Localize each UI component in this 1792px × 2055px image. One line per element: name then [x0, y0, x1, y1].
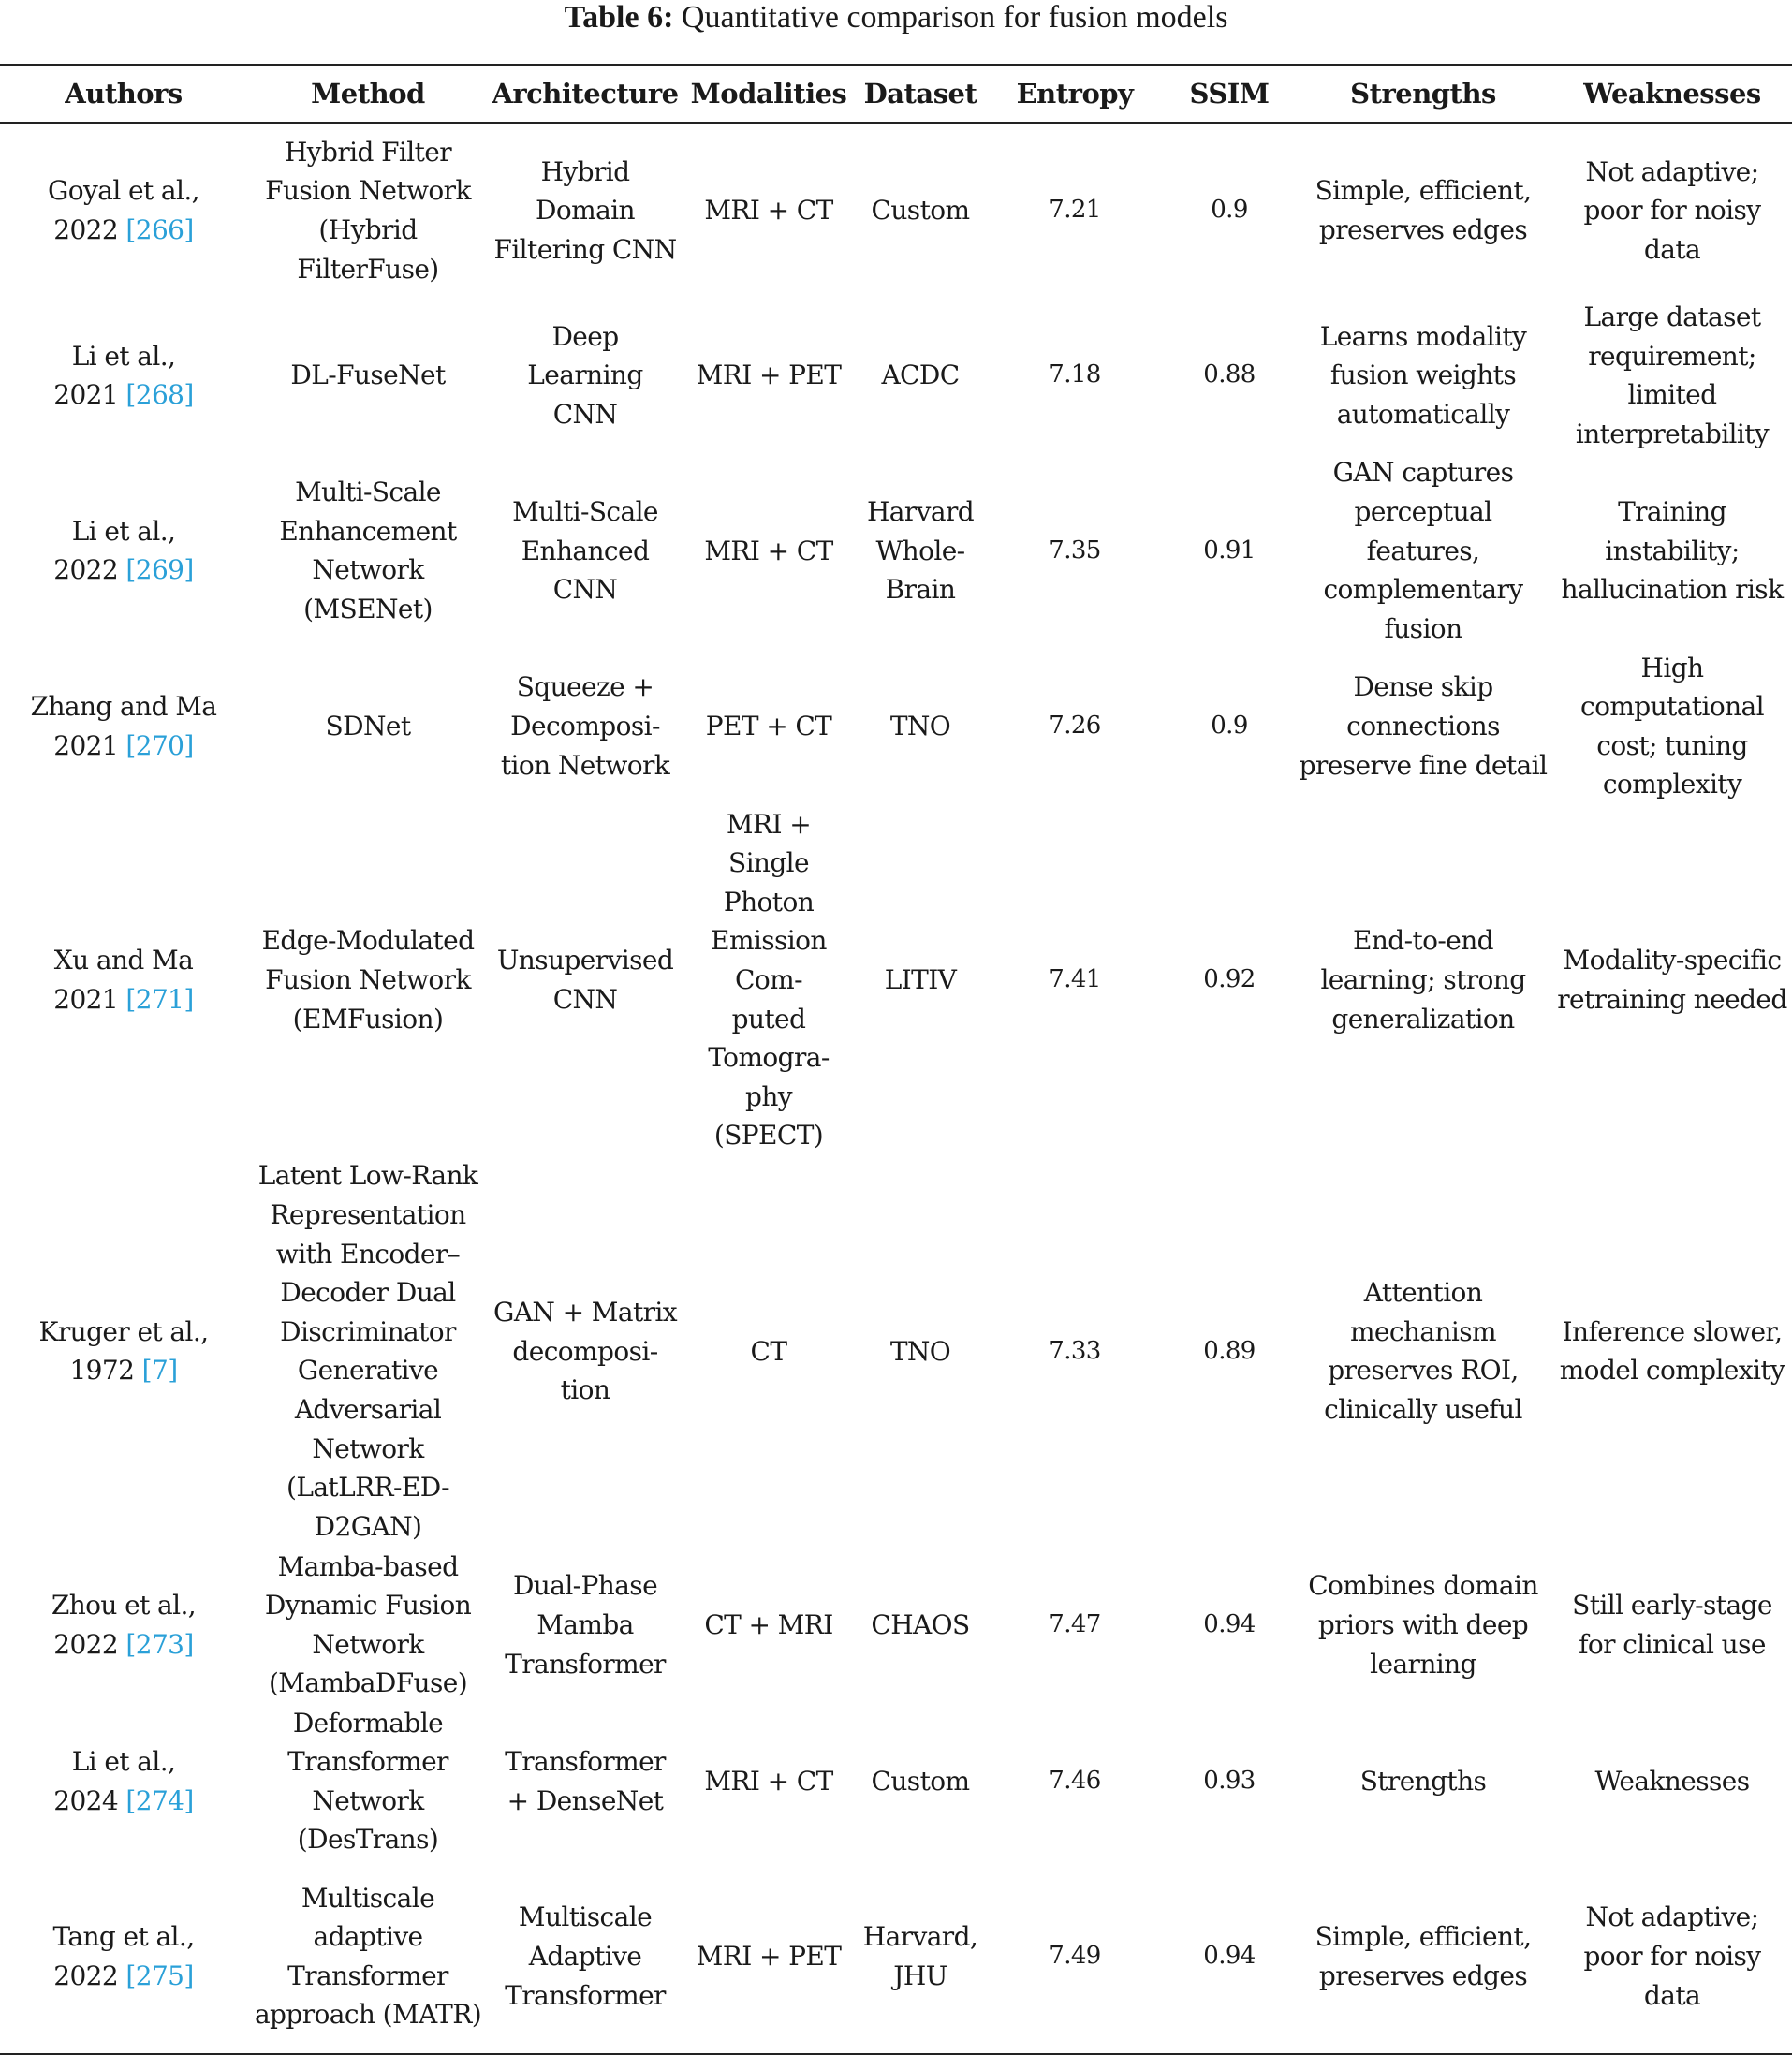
cell-weaknesses: Inference slower, model complexity	[1559, 1315, 1785, 1387]
citation-link[interactable]: [273]	[125, 1628, 194, 1660]
cell-architecture: Multi-Scale Enhanced CNN	[512, 495, 658, 606]
cell-weaknesses: Large dataset requirement; limited interpretability	[1575, 301, 1770, 449]
cell-strengths: Learns modality fusion weights automatically	[1319, 320, 1527, 430]
author-name: Li et al.,	[71, 1746, 176, 1778]
table-row	[0, 298, 1792, 453]
author-name: Zhang and Ma	[30, 691, 217, 723]
cell-method: Edge-Modulated Fusion Network (EMFusion)	[261, 925, 475, 1035]
cell-ssim: 0.89	[1203, 1336, 1256, 1365]
cell-method: Deformable Transformer Network (DesTrans)	[287, 1707, 448, 1856]
cell-architecture: Unsupervised CNN	[496, 945, 674, 1015]
cell-entropy: 7.46	[1049, 1767, 1101, 1796]
cell-method: Hybrid Filter Fusion Network (Hybrid FilterFuse)	[265, 136, 471, 285]
cell-strengths: Simple, efficient, preserves edges	[1294, 1859, 1552, 2054]
cell-weaknesses: Weaknesses	[1594, 1766, 1750, 1798]
cell-architecture: Multiscale Adaptive Transformer	[489, 1859, 682, 2054]
table-row	[0, 1547, 1792, 1703]
citation-number: 270	[135, 729, 184, 761]
cell-strengths: Combines domain priors with deep learning	[1308, 1570, 1538, 1680]
author-year: 2022	[53, 1628, 119, 1660]
cell-entropy: 7.33	[1049, 1336, 1101, 1365]
author-name: Xu and Ma	[53, 945, 194, 976]
author-name: Tang et al.,	[52, 1921, 195, 1953]
caption-text: Quantitative comparison for fusion models	[681, 0, 1228, 35]
cell-strengths: GAN captures perceptual features, complementary fusion	[1323, 457, 1523, 644]
cell-ssim: 0.92	[1203, 965, 1256, 994]
cell-strengths: Attention mechanism preserves ROI, clinically useful	[1324, 1277, 1522, 1425]
cell-method: SDNet	[325, 711, 411, 742]
cell-architecture: Transformer + DenseNet	[505, 1746, 666, 1816]
cell-dataset: TNO	[889, 711, 951, 742]
cell-ssim: 0.91	[1203, 536, 1256, 565]
cell-ssim: 0.9	[1211, 196, 1248, 225]
header-strengths: Strengths	[1294, 65, 1552, 123]
cell-entropy: 7.18	[1049, 360, 1101, 389]
header-architecture: Architecture	[489, 65, 682, 123]
table-row	[0, 123, 1792, 298]
cell-modalities: MRI + CT	[704, 195, 833, 227]
cell-dataset: Custom	[871, 195, 970, 227]
cell-authors	[0, 1155, 247, 1547]
header-modalities: Modalities	[682, 65, 856, 123]
table-row	[0, 1703, 1792, 1859]
cell-dataset: LITIV	[884, 964, 957, 996]
cell-entropy: 7.49	[985, 1859, 1165, 2054]
cell-entropy: 7.47	[1049, 1610, 1101, 1639]
table-row	[0, 648, 1792, 804]
cell-dataset: Custom	[871, 1766, 970, 1798]
cell-architecture: Deep Learning CNN	[527, 320, 643, 430]
cell-weaknesses: High computational cost; tuning complexity	[1580, 652, 1764, 800]
citation-number: 275	[135, 1960, 184, 1991]
author-name: Li et al.,	[71, 515, 176, 547]
author-year: 2021	[53, 729, 119, 761]
table-caption	[0, 0, 1792, 39]
header-ssim: SSIM	[1165, 65, 1294, 123]
cell-modalities: MRI + PET	[682, 1859, 856, 2054]
cell-weaknesses: Still early-stage for clinical use	[1572, 1590, 1772, 1660]
cell-modalities: CT	[750, 1335, 787, 1367]
cell-authors	[0, 1703, 247, 1859]
citation-number: 269	[135, 554, 184, 586]
cell-method: Latent Low-Rank Representation with Encoder–Decoder Dual Discriminator Generative Adversarial Network (LatLRR-ED-D2GAN)	[257, 1160, 478, 1542]
citation-link[interactable]: [271]	[125, 983, 194, 1015]
fusion-comparison-table	[0, 64, 1792, 2055]
author-name: Kruger et al.,	[38, 1315, 209, 1347]
cell-authors	[0, 804, 247, 1155]
author-year: 2021	[53, 379, 119, 411]
cell-modalities: MRI + CT	[704, 535, 833, 566]
cell-dataset: Harvard, JHU	[856, 1859, 985, 2054]
author-name: Goyal et al.,	[48, 175, 199, 207]
author-year: 2021	[53, 983, 119, 1015]
author-year: 2024	[53, 1784, 119, 1816]
citation-link[interactable]: [266]	[125, 214, 194, 245]
citation-number: 266	[135, 214, 184, 245]
citation-link[interactable]: [268]	[125, 379, 194, 411]
citation-number: 7	[151, 1355, 169, 1387]
cell-authors	[0, 453, 247, 648]
citation-number: 273	[135, 1628, 184, 1660]
cell-strengths: End-to-end learning; strong generalization	[1320, 925, 1526, 1035]
cell-authors	[0, 1859, 247, 2054]
author-year: 2022	[53, 214, 119, 245]
citation-link[interactable]: [274]	[125, 1784, 194, 1816]
citation-number: 268	[135, 379, 184, 411]
table-row	[0, 1155, 1792, 1547]
cell-method: Multi-Scale Enhancement Network (MSENet)	[279, 477, 457, 624]
cell-authors	[0, 1547, 247, 1703]
cell-architecture: Squeeze + Decomposi-tion Network	[500, 671, 670, 781]
header-row	[0, 65, 1792, 123]
cell-modalities: PET + CT	[705, 711, 832, 742]
cell-authors	[0, 298, 247, 453]
cell-dataset: CHAOS	[871, 1609, 970, 1641]
cell-strengths: Simple, efficient, preserves edges	[1315, 175, 1532, 245]
author-name: Li et al.,	[71, 340, 176, 372]
cell-strengths: Strengths	[1359, 1766, 1487, 1798]
citation-number: 271	[135, 983, 184, 1015]
cell-authors	[0, 648, 247, 804]
header-dataset: Dataset	[856, 65, 985, 123]
cell-weaknesses: Training instability; hallucination risk	[1561, 495, 1784, 606]
table-row	[0, 1859, 1792, 2054]
cell-entropy: 7.21	[1049, 196, 1101, 225]
cell-ssim: 0.93	[1203, 1767, 1256, 1796]
cell-modalities: MRI + PET	[696, 360, 842, 391]
cell-ssim: 0.94	[1203, 1610, 1256, 1639]
author-year: 2022	[53, 1960, 119, 1991]
cell-ssim: 0.94	[1165, 1859, 1294, 2054]
cell-modalities: CT + MRI	[704, 1609, 833, 1641]
table-row	[0, 804, 1792, 1155]
cell-architecture: Hybrid Domain Filtering CNN	[493, 155, 677, 265]
cell-weaknesses: Not adaptive; poor for noisy data	[1552, 1859, 1792, 2054]
cell-dataset: ACDC	[881, 360, 960, 391]
table-row	[0, 453, 1792, 648]
author-name: Zhou et al.,	[51, 1590, 197, 1622]
citation-link[interactable]: [270]	[125, 729, 194, 761]
caption-label: Table 6:	[564, 0, 674, 35]
cell-method: Mamba-based Dynamic Fusion Network (MambaDFuse)	[264, 1550, 472, 1699]
cell-weaknesses: Not adaptive; poor for noisy data	[1583, 155, 1761, 265]
citation-link[interactable]: [7]	[141, 1355, 178, 1387]
cell-modalities: MRI + CT	[704, 1766, 833, 1798]
header-weaknesses: Weaknesses	[1552, 65, 1792, 123]
cell-entropy: 7.26	[1049, 712, 1101, 741]
author-year: 2022	[53, 554, 119, 586]
cell-dataset: Harvard Whole-Brain	[866, 495, 975, 606]
cell-strengths: Dense skip connections preserve fine detail	[1299, 671, 1548, 781]
cell-entropy: 7.41	[1049, 965, 1101, 994]
citation-number: 274	[135, 1784, 184, 1816]
cell-architecture: GAN + Matrix decomposi-tion	[493, 1296, 677, 1406]
citation-link[interactable]: [269]	[125, 554, 194, 586]
cell-weaknesses: Modality-specific retraining needed	[1557, 945, 1787, 1015]
cell-authors	[0, 123, 247, 298]
cell-entropy: 7.35	[1049, 536, 1101, 565]
header-authors: Authors	[0, 65, 247, 123]
header-method: Method	[247, 65, 489, 123]
cell-dataset: TNO	[889, 1335, 951, 1367]
author-year: 1972	[69, 1355, 135, 1387]
cell-method: Multiscale adaptive Transformer approach (MATR)	[247, 1859, 489, 2054]
header-entropy: Entropy	[985, 65, 1165, 123]
cell-modalities: MRI + Single Photon Emission Com-puted Tomogra-phy (SPECT)	[708, 808, 830, 1152]
citation-link[interactable]: [275]	[125, 1960, 194, 1991]
cell-ssim: 0.88	[1203, 360, 1256, 389]
cell-method: DL-FuseNet	[290, 360, 446, 391]
cell-architecture: Dual-Phase Mamba Transformer	[505, 1570, 666, 1680]
cell-ssim: 0.9	[1211, 712, 1248, 741]
